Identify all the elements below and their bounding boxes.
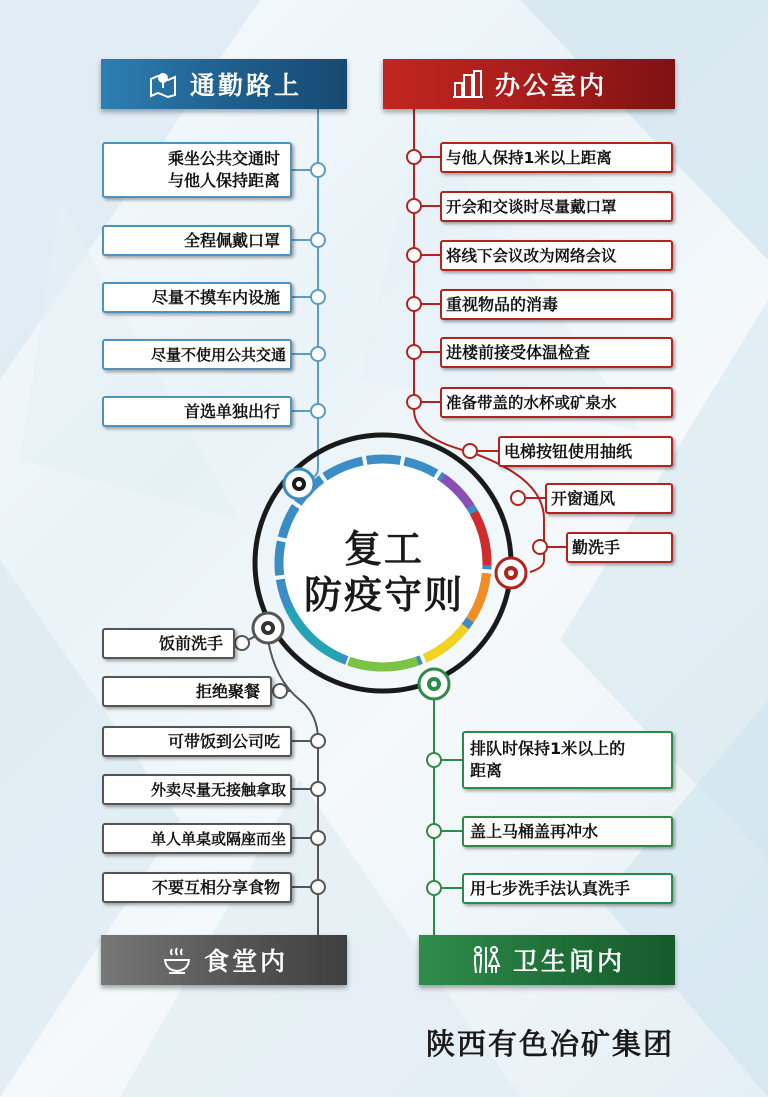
office-item-8: 开窗通风 bbox=[545, 483, 673, 514]
canteen-item-3: 可带饭到公司吃 bbox=[102, 726, 292, 757]
canteen-item-5: 单人单桌或隔座而坐 bbox=[102, 823, 292, 854]
center-title bbox=[296, 526, 472, 618]
office-item-7: 电梯按钮使用抽纸 bbox=[498, 436, 673, 467]
canteen-item-2: 拒绝聚餐 bbox=[102, 676, 272, 707]
hub-canteen bbox=[253, 613, 283, 643]
wc-item-3: 用七步洗手法认真洗手 bbox=[462, 873, 673, 904]
hub-commute bbox=[284, 469, 314, 499]
canteen-title: 食堂内 bbox=[203, 947, 288, 976]
wc-header bbox=[419, 935, 675, 985]
commute-item-2: 全程佩戴口罩 bbox=[102, 225, 292, 256]
wc-title: 卫生间内 bbox=[512, 947, 625, 976]
commute-item-3: 尽量不摸车内设施 bbox=[102, 282, 292, 313]
wc-item-1-line2: 距离 bbox=[470, 761, 503, 780]
center-title-line2: 防疫守则 bbox=[303, 573, 464, 617]
center-title-line1: 复工 bbox=[343, 527, 424, 571]
canteen-header bbox=[101, 935, 347, 985]
bowl-icon bbox=[160, 943, 194, 977]
commute-item-1-line2: 与他人保持距离 bbox=[167, 171, 280, 190]
office-item-6: 准备带盖的水杯或矿泉水 bbox=[440, 387, 673, 418]
canteen-item-4: 外卖尽量无接触拿取 bbox=[102, 774, 292, 805]
commute-item-1-line1: 乘坐公共交通时 bbox=[167, 149, 280, 168]
building-icon bbox=[451, 67, 485, 101]
office-item-9: 勤洗手 bbox=[566, 532, 673, 563]
wc-item-1-line1: 排队时保持1米以上的 bbox=[470, 739, 626, 758]
hub-office bbox=[496, 558, 526, 588]
office-item-2: 开会和交谈时尽量戴口罩 bbox=[440, 191, 673, 222]
commute-title: 通勤路上 bbox=[189, 71, 302, 100]
office-item-3: 将线下会议改为网络会议 bbox=[440, 240, 673, 271]
office-header bbox=[383, 59, 675, 109]
wc-item-1 bbox=[462, 731, 673, 789]
office-item-1: 与他人保持1米以上距离 bbox=[440, 142, 673, 173]
office-item-4: 重视物品的消毒 bbox=[440, 289, 673, 320]
organization-name: 陕西有色冶矿集团 bbox=[425, 1027, 674, 1061]
map-icon bbox=[146, 67, 180, 101]
restroom-icon bbox=[469, 943, 503, 977]
canteen-item-6: 不要互相分享食物 bbox=[102, 872, 292, 903]
commute-item-4: 尽量不使用公共交通 bbox=[102, 339, 292, 370]
wc-item-2: 盖上马桶盖再冲水 bbox=[462, 816, 673, 847]
commute-item-5: 首选单独出行 bbox=[102, 396, 292, 427]
office-item-5: 进楼前接受体温检查 bbox=[440, 337, 673, 368]
hub-wc bbox=[419, 669, 449, 699]
commute-header bbox=[101, 59, 347, 109]
commute-item-1 bbox=[102, 142, 292, 198]
canteen-item-1: 饭前洗手 bbox=[102, 628, 235, 659]
office-title: 办公室内 bbox=[494, 71, 607, 100]
